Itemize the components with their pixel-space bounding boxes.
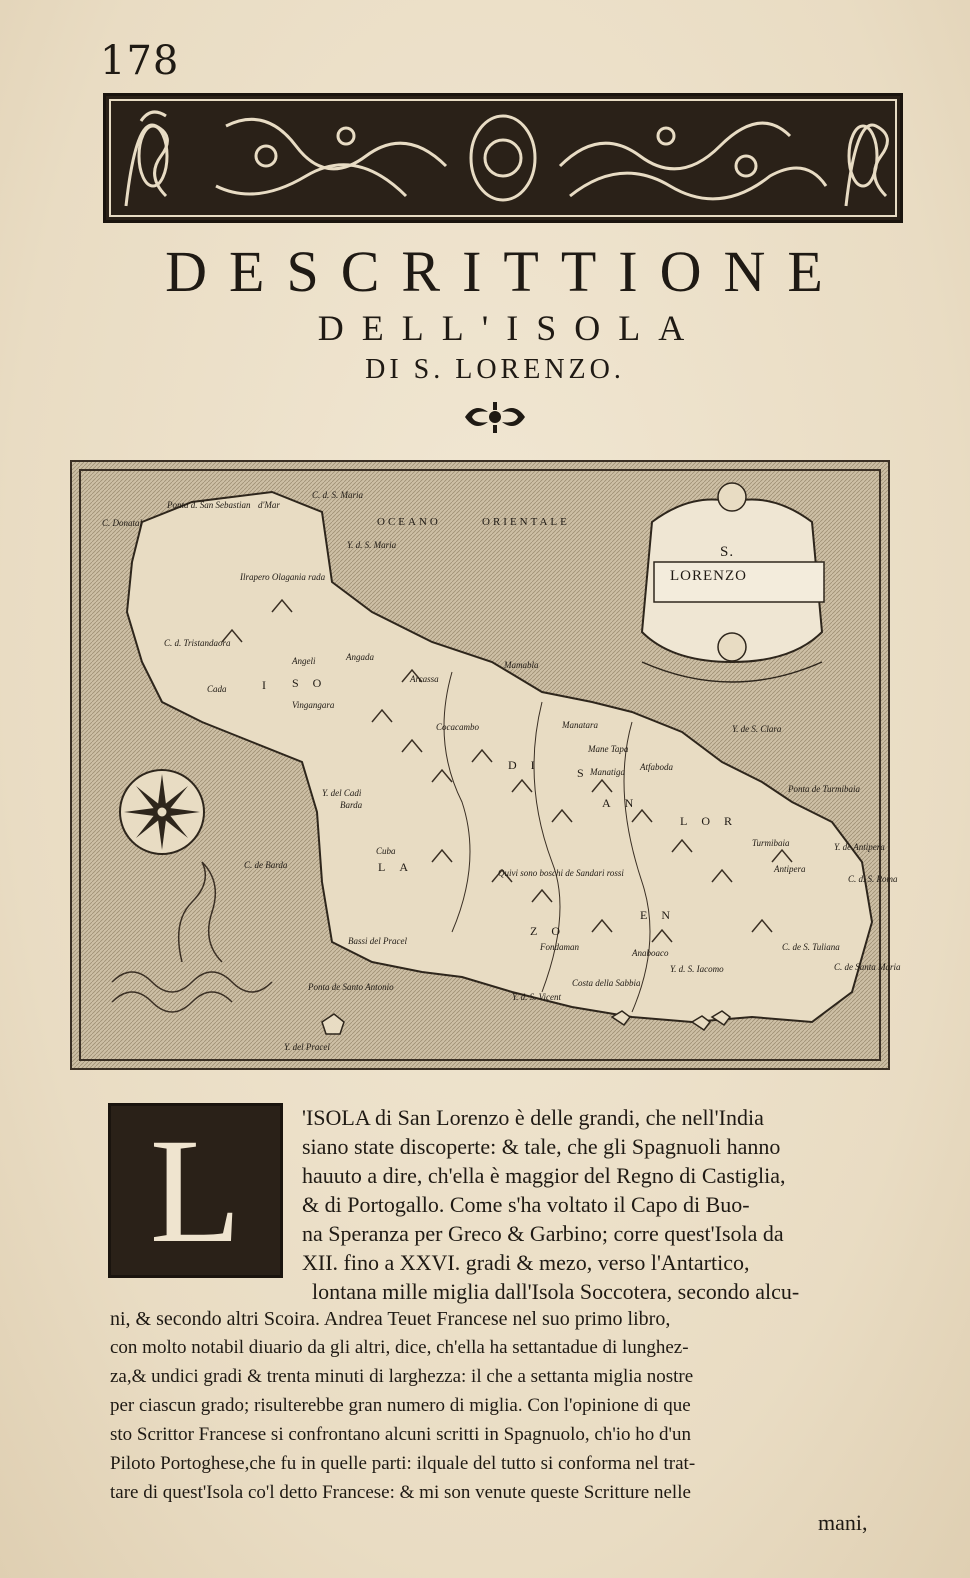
map-label: Atfaboda [640, 762, 673, 772]
map-drawing [72, 462, 888, 1068]
map-label: Antipera [774, 864, 806, 874]
map-label: Y. del Pracel [284, 1042, 330, 1052]
body-text-line: 'ISOLA di San Lorenzo è delle grandi, che nell'India [302, 1105, 764, 1130]
body-text-line: & di Portogallo. Come s'ha voltato il Capo di Buo- [302, 1192, 750, 1217]
map-label: C. de Santa Maria [834, 962, 901, 972]
map-label: Arcassa [410, 674, 439, 684]
map-label: OCEANO [377, 516, 441, 528]
map-label: Bassi del Pracel [348, 936, 407, 946]
title-main: DESCRITTIONE [165, 239, 845, 304]
map-engraving [70, 460, 901, 1070]
cartouche-text-line-2: LORENZO [670, 568, 747, 584]
map-label: C. Donatal [102, 518, 143, 528]
map-region-label: I [262, 678, 280, 692]
map-region-label: EN [640, 908, 684, 922]
body-text-line: ni, & secondo altri Scoira. Andrea Teuet Francese nel suo primo libro, [110, 1308, 671, 1330]
map-label: Barda [340, 800, 363, 810]
fleuron-icon [460, 400, 530, 435]
map-label: Vingangara [292, 700, 335, 710]
body-text-line: hauuto a dire, ch'ella è maggior del Regno di Castiglia, [302, 1163, 786, 1188]
map-label: Fondaman [540, 942, 579, 952]
map-label: Angeli [292, 656, 316, 666]
map-label: Costa della Sabbia [572, 978, 641, 988]
map-region-label: S [577, 766, 598, 780]
body-text-line: za,& undici gradi & trenta minuti di larghezza: il che a settanta miglia nostre [110, 1366, 694, 1387]
map-label: Y. del Cadi [322, 788, 362, 798]
map-label: Cocacambo [436, 722, 479, 732]
headband-ornament-icon [106, 96, 900, 220]
map-label: Ponta de Santo Antonio [308, 982, 394, 992]
catchword: mani, [818, 1510, 868, 1535]
map-label: C. de S. Tuliana [782, 942, 840, 952]
body-text-line: Piloto Portoghese,che fu in quelle parti: ilquale del tutto si conforma nel trat- [110, 1453, 696, 1474]
map-label: C. de Barda [244, 860, 288, 870]
map-label: Mamabla [504, 660, 539, 670]
map-region-label: ZO [530, 924, 574, 938]
map-label: Ilrapero Olagania rada [240, 572, 326, 582]
map-label: Cada [207, 684, 227, 694]
title-subtitle-2: DI S. LORENZO. [365, 354, 625, 385]
page-number: 178 [100, 38, 180, 84]
map-label: Y. de S. Clara [732, 724, 782, 734]
map-region-label: AN [602, 796, 648, 810]
map-label: Anaboaco [632, 948, 669, 958]
map-label: Y. d. S. Maria [347, 540, 397, 550]
map-region-label: DI [508, 758, 549, 772]
map-label: Ponta de Turmibaia [788, 784, 861, 794]
body-text-line: na Speranza per Greco & Garbino; corre quest'Isola da [302, 1221, 784, 1246]
title-subtitle-1: DELL'ISOLA [317, 308, 703, 348]
ornamental-headband [103, 93, 903, 223]
map-label: Turmibaia [752, 838, 790, 848]
initial-letter: L [149, 1107, 242, 1274]
map-label: ORIENTALE [482, 516, 570, 528]
map-label: Mane Tapa [588, 744, 629, 754]
body-text-line: siano state discoperte: & tale, che gli Spagnuoli hanno [302, 1134, 781, 1159]
map-label: Y. d. S. Iacomo [670, 964, 724, 974]
map-label: Quivi sono boschi de Sandari rossi [498, 868, 624, 878]
map-label: d'Mar [258, 500, 280, 510]
body-text-line: sto Scrittor Francese si confrontano alcuni scritti in Spagnuolo, ch'io ho d'un [110, 1424, 691, 1445]
cartouche-text-line-1: S. [720, 544, 735, 560]
compass-rose-icon [120, 770, 204, 854]
map-label: C. d. S. Roma [848, 874, 898, 884]
map-label: Manatara [562, 720, 598, 730]
map-label: Y. d. S. Vicent [512, 992, 561, 1002]
map-label: Angada [346, 652, 374, 662]
decorated-initial [108, 1103, 283, 1278]
map-label: Y. de Antipera [834, 842, 885, 852]
map-region-label: LA [378, 860, 422, 874]
body-text-line: per ciascun grado; risulterebbe gran numero di miglia. Con l'opinione di que [110, 1395, 691, 1416]
body-text-line: con molto notabil diuario da gli altri, dice, ch'ella ha settantadue di lunghez- [110, 1337, 689, 1358]
body-text-line: XII. fino a XXVI. gradi & mezo, verso l'Antartico, [302, 1250, 750, 1275]
body-text-line: lontana mille miglia dall'Isola Soccotera, secondo alcu- [312, 1279, 800, 1304]
map-label: Ponta d. San Sebastian [167, 500, 251, 510]
map-region-label: SO [292, 676, 336, 690]
map-label: C. d. S. Maria [312, 490, 364, 500]
map-label: Cuba [376, 846, 396, 856]
map-label: Manatiga [590, 767, 625, 777]
body-text-line: tare di quest'Isola co'l detto Francese: & mi son venute queste Scritture nelle [110, 1482, 691, 1503]
map-label: C. d. Tristandaora [164, 638, 231, 648]
map-region-label: LOR [680, 814, 746, 828]
